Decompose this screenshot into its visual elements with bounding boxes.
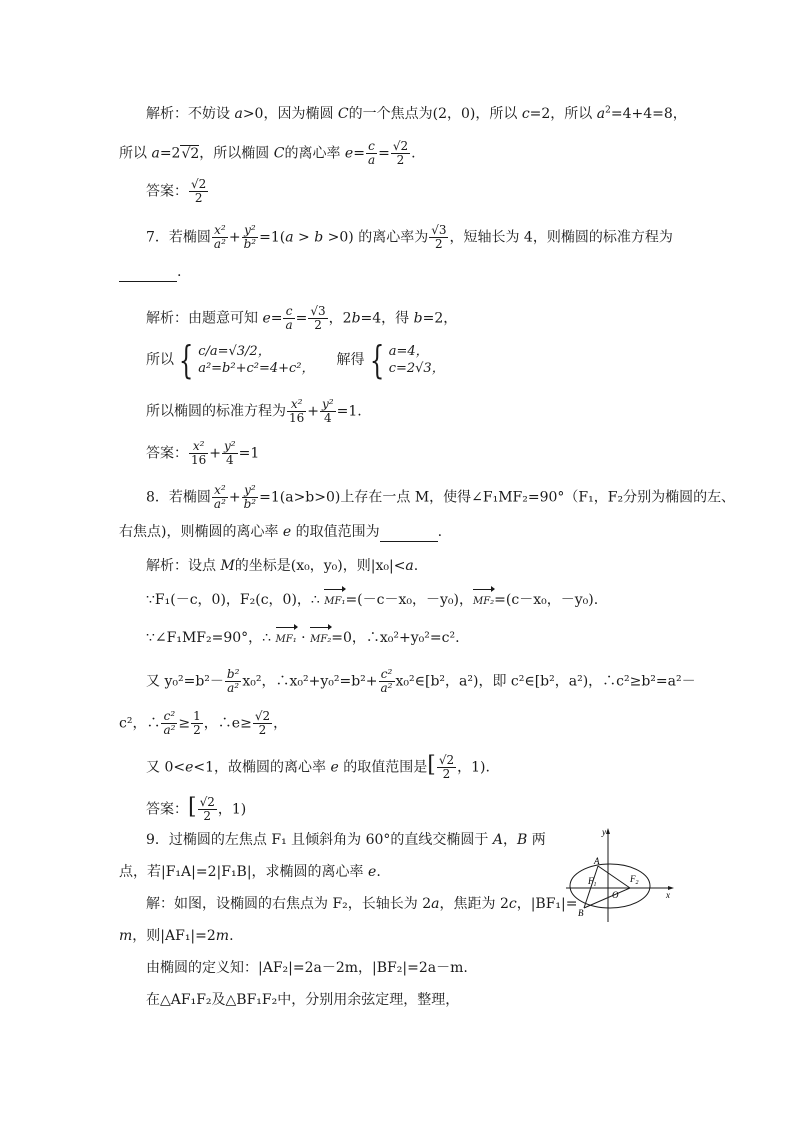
solution-8-line-6: 又 0<e<1，故椭圆的离心率 e 的取值范围是[ $\frac{√2}{2}$ ，1).	[146, 752, 490, 781]
fraction: $\frac{\text{x²}}{\text{a²}}$	[213, 223, 226, 251]
question-8-line-2: 右焦点)，则椭圆的离心率 e 的取值范围为 .	[119, 524, 443, 540]
answer-7: 答案： $\frac{\text{x²}}{16}$ + $\frac{\text{y²}}{4}$ =1	[146, 439, 260, 467]
line-af2	[598, 866, 630, 888]
solution-8-line-2: ∵F₁(－c，0)，F₂(c，0)，∴ MF₁=(－c－x₀，－y₀)，MF₂=(c－x₀，－y₀).	[146, 590, 598, 612]
question-9-line-1: 9．过椭圆的左焦点 F₁ 且倾斜角为 60°的直线交椭圆于 A，B 两	[146, 832, 546, 848]
label-x: x	[666, 890, 670, 900]
fraction: $\frac{c}{a}$	[285, 304, 293, 332]
fraction: $\frac{\text{y²}}{\text{b²}}$	[243, 223, 257, 251]
question-8-line-1: 8．若椭圆 $\frac{\text{x²}}{\text{a²}}$ + $\frac{\text{y²}}{\text{b²}}$ =1(a>b>0)上存在一点 M，使得∠F₁MF₂=90°（F₁，F₂分别为椭圆的左、	[146, 483, 736, 511]
solution-9-line-1: 解：如图，设椭圆的右焦点为 F₂，长轴长为 2a，焦距为 2c，|BF₁|=	[146, 896, 578, 912]
solution-9-line-4: 在△AF₁F₂及△BF₁F₂中，分别用余弦定理，整理，	[146, 992, 460, 1008]
answer-blank[interactable]	[119, 267, 177, 282]
fraction: $\frac{\text{c²}}{\text{a²}}$	[380, 667, 393, 695]
fraction: $\frac{\text{y²}}{\text{b²}}$	[243, 483, 257, 511]
label-o: O	[612, 890, 619, 900]
fraction: $\frac{\text{x²}}{16}$	[191, 439, 207, 467]
solution-8-line-3: ∵∠F₁MF₂=90°，∴ MF₁ · MF₂=0，∴x₀²+y₀²=c².	[146, 628, 460, 650]
solution-9-line-3: 由椭圆的定义知：|AF₂|=2a－2m，|BF₂|=2a－m.	[146, 960, 468, 976]
equation-system-2: a=4， c=2√3，	[388, 344, 445, 376]
left-brace-icon: {	[178, 338, 194, 382]
solution-6-line-2: 所以 a=2√2，所以椭圆 C的离心率 e= $\frac{c}{a}$ = $\frac{√2}{2}$ .	[119, 139, 416, 167]
solution-6-line-1: 解析：不妨设 a>0，因为椭圆 C的一个焦点为(2，0)，所以 c=2，所以 $a^2=4+4=8$，	[146, 105, 687, 122]
label-y: y	[602, 827, 606, 837]
fraction: $\frac{\text{x²}}{\text{a²}}$	[213, 483, 226, 511]
fraction: $\frac{√2}{2}$	[199, 795, 215, 823]
fraction: $\frac{√3}{2}$	[310, 304, 326, 332]
label-f1: $F_1$	[588, 876, 597, 888]
question-7-line-2: .	[119, 262, 181, 282]
y-axis-arrow-icon	[606, 828, 610, 834]
fraction: $\frac{\text{b²}}{\text{a²}}$	[226, 667, 240, 695]
fraction: $\frac{\text{x²}}{16}$	[289, 397, 305, 425]
solution-7-system: 所以 { c/a=√3/2， a²=b²+c²=4+c²， 解得 { a=4， c=2√3，	[146, 338, 445, 382]
fraction: $\frac{√3}{2}$	[431, 223, 447, 251]
fraction: $\frac{1}{2}$	[193, 709, 201, 737]
fraction: $\frac{\text{y²}}{4}$	[224, 439, 236, 467]
question-7-line-1: 7．若椭圆 $\frac{\text{x²}}{\text{a²}}$ + $\frac{\text{y²}}{\text{b²}}$ =1(a > b >0) 的离心率为 $\frac{√3}{2}$ ，短轴长为 4，则椭圆的标准方程为	[146, 223, 673, 251]
vector-mf1: MF₁	[276, 630, 297, 650]
answer-blank[interactable]	[380, 527, 438, 542]
vector-mf1: MF₁	[324, 592, 345, 612]
ellipse	[570, 864, 650, 908]
solution-7-line-1: 解析：由题意可知 e= $\frac{c}{a}$ = $\frac{√3}{2}$ ，2b=4，得 b=2，	[146, 304, 458, 332]
vector-mf2: MF₂	[473, 592, 494, 612]
solution-8-line-1: 解析：设点 M的坐标是(x₀，y₀)，则|x₀|<a.	[146, 558, 419, 574]
answer-6: 答案： $\frac{√2}{2}$	[146, 177, 207, 205]
left-brace-icon: {	[369, 338, 384, 382]
fraction: $\frac{√2}{2}$	[191, 177, 207, 205]
label-f2: $F_2$	[630, 874, 639, 886]
fraction: $\frac{\text{c²}}{\text{a²}}$	[163, 709, 176, 737]
solution-8-line-4: 又 y₀²=b²－ $\frac{\text{b²}}{\text{a²}}$ x₀²，∴x₀²+y₀²=b²+ $\frac{\text{c²}}{\text{a²}}$ x₀²∈[b²，a²)，即 c²∈[b²，a²)，∴c²≥b²=a²－	[146, 667, 696, 695]
solution-7-result: 所以椭圆的标准方程为 $\frac{\text{x²}}{16}$ + $\frac{\text{y²}}{4}$ =1.	[146, 397, 362, 425]
ellipse-figure	[564, 826, 676, 926]
solution-9-line-2: m，则|AF₁|=2m.	[119, 928, 234, 944]
fraction: $\frac{\text{y²}}{4}$	[322, 397, 334, 425]
solution-8-line-5: c²，∴ $\frac{\text{c²}}{\text{a²}}$ ≥ $\frac{1}{2}$ ，∴e≥ $\frac{√2}{2}$ ，	[119, 709, 288, 737]
label-b: B	[578, 908, 584, 918]
fraction: $\frac{√2}{2}$	[392, 139, 409, 167]
equation-system-1: c/a=√3/2， a²=b²+c²=4+c²，	[198, 344, 315, 376]
vector-mf2: MF₂	[310, 630, 331, 650]
fraction: $\frac{c}{a}$	[367, 139, 376, 167]
fraction: $\frac{√2}{2}$	[438, 753, 455, 781]
question-9-line-2: 点，若|F₁A|=2|F₁B|，求椭圆的离心率 e.	[119, 864, 381, 880]
label-a: A	[594, 856, 600, 866]
fraction: $\frac{√2}{2}$	[254, 709, 271, 737]
answer-8: 答案：[ $\frac{√2}{2}$ ，1)	[146, 794, 247, 823]
line-bf2	[584, 888, 630, 908]
